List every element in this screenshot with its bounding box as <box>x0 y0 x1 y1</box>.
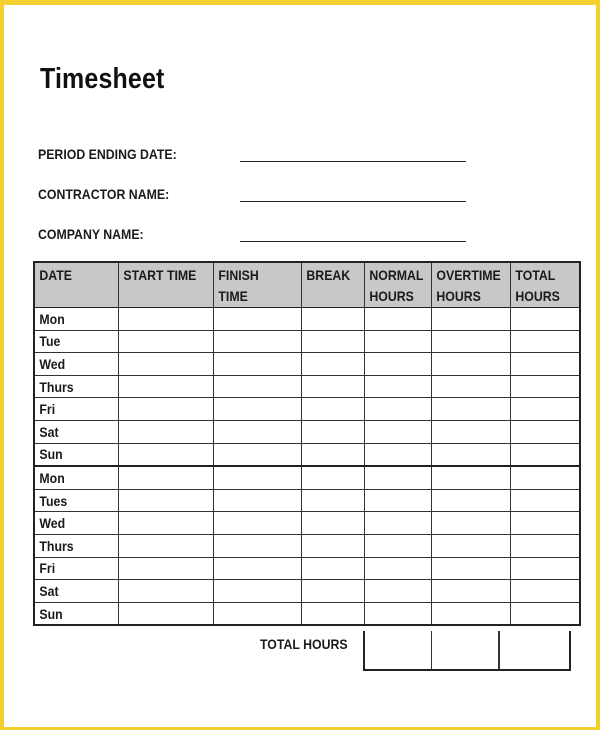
total-hours-cell[interactable] <box>510 308 580 331</box>
day-label: Tues <box>39 492 68 509</box>
total-hours-cell[interactable] <box>510 398 580 421</box>
header-normal-hours: NORMAL HOURS <box>364 262 431 308</box>
table-row <box>34 580 580 603</box>
table-header-row <box>34 262 580 308</box>
table-row <box>34 489 580 512</box>
total-hours-cell[interactable] <box>510 602 580 625</box>
overtime-hours-cell[interactable] <box>431 466 510 489</box>
normal-hours-cell[interactable] <box>364 375 431 398</box>
start-time-cell[interactable] <box>118 375 213 398</box>
day-cell <box>34 308 118 331</box>
overtime-hours-cell[interactable] <box>431 420 510 443</box>
total-hours-cell[interactable] <box>510 557 580 580</box>
day-label: Fri <box>39 401 56 418</box>
total-hours-cell[interactable] <box>510 489 580 512</box>
normal-hours-cell[interactable] <box>364 398 431 421</box>
table-row <box>34 534 580 557</box>
finish-time-cell[interactable] <box>213 330 301 353</box>
day-cell <box>34 489 118 512</box>
total-hours-label: TOTAL HOURS <box>260 636 348 652</box>
break-cell[interactable] <box>301 420 364 443</box>
start-time-cell[interactable] <box>118 557 213 580</box>
header-date: DATE <box>34 262 118 308</box>
day-cell <box>34 534 118 557</box>
overtime-hours-cell[interactable] <box>431 330 510 353</box>
day-label: Wed <box>39 355 66 372</box>
total-hours-cell[interactable] <box>510 420 580 443</box>
normal-hours-cell[interactable] <box>364 534 431 557</box>
day-label: Wed <box>39 515 66 532</box>
break-cell[interactable] <box>301 375 364 398</box>
start-time-cell[interactable] <box>118 512 213 535</box>
total-total-hours-cell[interactable] <box>499 631 571 671</box>
break-cell[interactable] <box>301 580 364 603</box>
period-ending-date-label: PERIOD ENDING DATE: <box>38 146 177 162</box>
finish-time-cell[interactable] <box>213 466 301 489</box>
page-title: Timesheet <box>40 63 165 95</box>
total-hours-cell[interactable] <box>510 534 580 557</box>
day-cell <box>34 330 118 353</box>
overtime-hours-cell[interactable] <box>431 512 510 535</box>
normal-hours-cell[interactable] <box>364 443 431 466</box>
break-cell[interactable] <box>301 602 364 625</box>
day-cell <box>34 353 118 376</box>
day-label: Thurs <box>39 537 74 554</box>
day-label: Fri <box>39 560 56 577</box>
day-cell <box>34 375 118 398</box>
overtime-hours-cell[interactable] <box>431 602 510 625</box>
overtime-hours-cell[interactable] <box>431 534 510 557</box>
start-time-cell[interactable] <box>118 330 213 353</box>
break-cell[interactable] <box>301 534 364 557</box>
overtime-hours-cell[interactable] <box>431 398 510 421</box>
start-time-cell[interactable] <box>118 466 213 489</box>
finish-time-cell[interactable] <box>213 375 301 398</box>
overtime-hours-cell[interactable] <box>431 580 510 603</box>
day-label: Sat <box>39 582 59 599</box>
day-label: Mon <box>39 469 65 486</box>
total-hours-cell[interactable] <box>510 580 580 603</box>
overtime-hours-cell[interactable] <box>431 353 510 376</box>
day-label: Sun <box>39 446 63 463</box>
total-overtime-hours-cell[interactable] <box>431 631 499 671</box>
day-cell <box>34 443 118 466</box>
table-row <box>34 375 580 398</box>
normal-hours-cell[interactable] <box>364 602 431 625</box>
break-cell[interactable] <box>301 466 364 489</box>
table-row <box>34 420 580 443</box>
start-time-cell[interactable] <box>118 602 213 625</box>
total-hours-cell[interactable] <box>510 353 580 376</box>
normal-hours-cell[interactable] <box>364 489 431 512</box>
day-cell <box>34 512 118 535</box>
total-hours-cell[interactable] <box>510 375 580 398</box>
break-cell[interactable] <box>301 512 364 535</box>
table-row <box>34 398 580 421</box>
start-time-cell[interactable] <box>118 534 213 557</box>
total-normal-hours-cell[interactable] <box>363 631 432 671</box>
start-time-cell[interactable] <box>118 353 213 376</box>
table-row <box>34 308 580 331</box>
day-cell <box>34 602 118 625</box>
break-cell[interactable] <box>301 308 364 331</box>
day-label: Tue <box>39 333 61 350</box>
table-row <box>34 353 580 376</box>
timesheet-page <box>4 5 596 727</box>
day-cell <box>34 580 118 603</box>
overtime-hours-cell[interactable] <box>431 308 510 331</box>
normal-hours-cell[interactable] <box>364 330 431 353</box>
period-ending-date-line[interactable] <box>240 146 466 162</box>
finish-time-cell[interactable] <box>213 489 301 512</box>
table-row <box>34 512 580 535</box>
normal-hours-cell[interactable] <box>364 512 431 535</box>
total-hours-cell[interactable] <box>510 512 580 535</box>
day-cell <box>34 557 118 580</box>
header-finish-time: FINISH TIME <box>213 262 301 308</box>
overtime-hours-cell[interactable] <box>431 489 510 512</box>
day-label: Sat <box>39 423 59 440</box>
break-cell[interactable] <box>301 398 364 421</box>
contractor-name-line[interactable] <box>240 186 466 202</box>
break-cell[interactable] <box>301 443 364 466</box>
break-cell[interactable] <box>301 557 364 580</box>
table-row <box>34 443 580 466</box>
table-row <box>34 330 580 353</box>
finish-time-cell[interactable] <box>213 512 301 535</box>
day-label: Mon <box>39 310 65 327</box>
finish-time-cell[interactable] <box>213 557 301 580</box>
company-name-label: COMPANY NAME: <box>38 226 144 242</box>
day-cell <box>34 398 118 421</box>
table-row <box>34 466 580 489</box>
day-cell <box>34 420 118 443</box>
normal-hours-cell[interactable] <box>364 580 431 603</box>
total-hours-cell[interactable] <box>510 330 580 353</box>
finish-time-cell[interactable] <box>213 602 301 625</box>
finish-time-cell[interactable] <box>213 580 301 603</box>
header-break: BREAK <box>301 262 364 308</box>
finish-time-cell[interactable] <box>213 443 301 466</box>
start-time-cell[interactable] <box>118 489 213 512</box>
finish-time-cell[interactable] <box>213 353 301 376</box>
normal-hours-cell[interactable] <box>364 466 431 489</box>
normal-hours-cell[interactable] <box>364 557 431 580</box>
start-time-cell[interactable] <box>118 398 213 421</box>
table-row <box>34 557 580 580</box>
start-time-cell[interactable] <box>118 420 213 443</box>
normal-hours-cell[interactable] <box>364 420 431 443</box>
start-time-cell[interactable] <box>118 308 213 331</box>
overtime-hours-cell[interactable] <box>431 375 510 398</box>
break-cell[interactable] <box>301 353 364 376</box>
finish-time-cell[interactable] <box>213 534 301 557</box>
total-hours-cell[interactable] <box>510 443 580 466</box>
header-start-time: START TIME <box>118 262 213 308</box>
finish-time-cell[interactable] <box>213 308 301 331</box>
day-label: Thurs <box>39 378 74 395</box>
day-cell <box>34 466 118 489</box>
contractor-name-label: CONTRACTOR NAME: <box>38 186 170 202</box>
finish-time-cell[interactable] <box>213 398 301 421</box>
break-cell[interactable] <box>301 330 364 353</box>
day-label: Sun <box>39 605 63 622</box>
table-row <box>34 602 580 625</box>
header-overtime-hours: OVERTIME HOURS <box>431 262 510 308</box>
company-name-line[interactable] <box>240 226 466 242</box>
overtime-hours-cell[interactable] <box>431 557 510 580</box>
normal-hours-cell[interactable] <box>364 308 431 331</box>
overtime-hours-cell[interactable] <box>431 443 510 466</box>
finish-time-cell[interactable] <box>213 420 301 443</box>
header-total-hours: TOTAL HOURS <box>510 262 580 308</box>
total-hours-cell[interactable] <box>510 466 580 489</box>
timesheet-table <box>33 261 581 626</box>
normal-hours-cell[interactable] <box>364 353 431 376</box>
start-time-cell[interactable] <box>118 580 213 603</box>
break-cell[interactable] <box>301 489 364 512</box>
start-time-cell[interactable] <box>118 443 213 466</box>
